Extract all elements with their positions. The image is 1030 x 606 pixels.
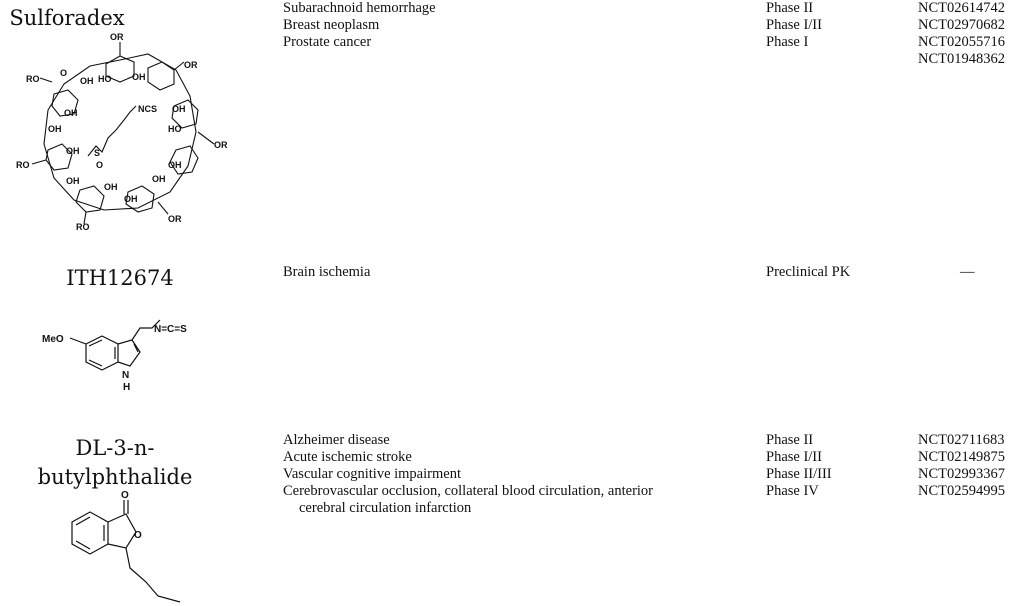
trial-id: NCT01948362 [918, 51, 1005, 67]
svg-text:O: O [134, 530, 142, 541]
drug-name-sulforadex: Sulforadex [9, 6, 125, 30]
indication: Acute ischemic stroke [283, 449, 412, 465]
indication-continued: cerebral circulation infarction [299, 500, 472, 516]
drug-name-ith12674: ITH12674 [66, 266, 174, 290]
svg-text:OH: OH [132, 72, 146, 82]
phase: Phase I/II [766, 17, 822, 33]
phase: Phase II/III [766, 466, 832, 482]
indications-sulforadex [283, 0, 436, 51]
indication: Cerebrovascular occlusion, collateral blood circulation, anterior [283, 483, 654, 499]
svg-text:HO: HO [98, 74, 112, 84]
phase: Phase II [766, 0, 814, 16]
svg-text:OR: OR [184, 60, 198, 70]
svg-text:OH: OH [80, 76, 94, 86]
phases-ith12674 [766, 264, 850, 281]
trial-id: NCT02614742 [918, 0, 1005, 16]
svg-text:OH: OH [152, 174, 166, 184]
svg-text:O: O [96, 160, 104, 170]
phase: Preclinical PK [766, 264, 851, 280]
svg-text:MeO: MeO [42, 334, 64, 345]
svg-text:O: O [121, 490, 129, 501]
svg-text:OH: OH [66, 146, 80, 156]
drug-name-line: butylphthalide [37, 465, 193, 489]
phases-sulforadex [766, 0, 822, 51]
svg-text:H: H [123, 382, 131, 393]
svg-text:NCS: NCS [138, 104, 158, 114]
svg-text:OH: OH [66, 176, 80, 186]
svg-text:RO: RO [26, 74, 40, 84]
indication: Brain ischemia [283, 264, 371, 280]
dl3nbutylphthalide-structure [58, 486, 208, 606]
phase: Phase IV [766, 483, 819, 499]
indication: Breast neoplasm [283, 17, 380, 33]
trials-ith12674 [960, 264, 975, 281]
trial-id: NCT02711683 [918, 432, 1005, 448]
indication: Vascular cognitive impairment [283, 466, 461, 482]
svg-text:OH: OH [104, 182, 118, 192]
phase: Phase II [766, 432, 814, 448]
indication: Subarachnoid hemorrhage [283, 0, 436, 16]
svg-text:OH: OH [124, 194, 138, 204]
indication: Prostate cancer [283, 34, 372, 50]
svg-text:N=C=S: N=C=S [154, 324, 187, 335]
indication: Alzheimer disease [283, 432, 390, 448]
indications-ith12674 [283, 264, 370, 281]
phase: Phase I [766, 34, 809, 50]
svg-text:OH: OH [64, 108, 78, 118]
svg-text:OH: OH [168, 160, 182, 170]
ith12674-structure [40, 312, 230, 402]
trial-id: NCT02993367 [918, 466, 1005, 482]
trial-id: NCT02594995 [918, 483, 1005, 499]
indications-dl3nbutylphthalide [283, 432, 653, 517]
svg-text:OH: OH [48, 124, 62, 134]
phases-dl3nbutylphthalide [766, 432, 832, 500]
trials-sulforadex [918, 0, 1005, 68]
svg-text:N: N [122, 370, 130, 381]
svg-text:O: O [60, 68, 68, 78]
svg-text:OR: OR [168, 214, 182, 224]
svg-text:HO: HO [168, 124, 182, 134]
phase: Phase I/II [766, 449, 822, 465]
trial-id: NCT02970682 [918, 17, 1005, 33]
svg-text:OR: OR [110, 32, 124, 42]
svg-text:OH: OH [172, 104, 186, 114]
trial-id: NCT02149875 [918, 449, 1005, 465]
svg-text:S: S [94, 148, 101, 158]
sulforadex-structure [8, 32, 248, 232]
drug-name-dl3nbutylphthalide [20, 434, 210, 492]
svg-text:RO: RO [16, 160, 30, 170]
svg-text:OR: OR [214, 140, 228, 150]
trial-id: NCT02055716 [918, 34, 1005, 50]
svg-text:RO: RO [76, 222, 90, 232]
trials-dl3nbutylphthalide [918, 432, 1005, 500]
drug-name-line: DL-3-n- [75, 436, 155, 460]
trial-id: — [960, 264, 975, 280]
